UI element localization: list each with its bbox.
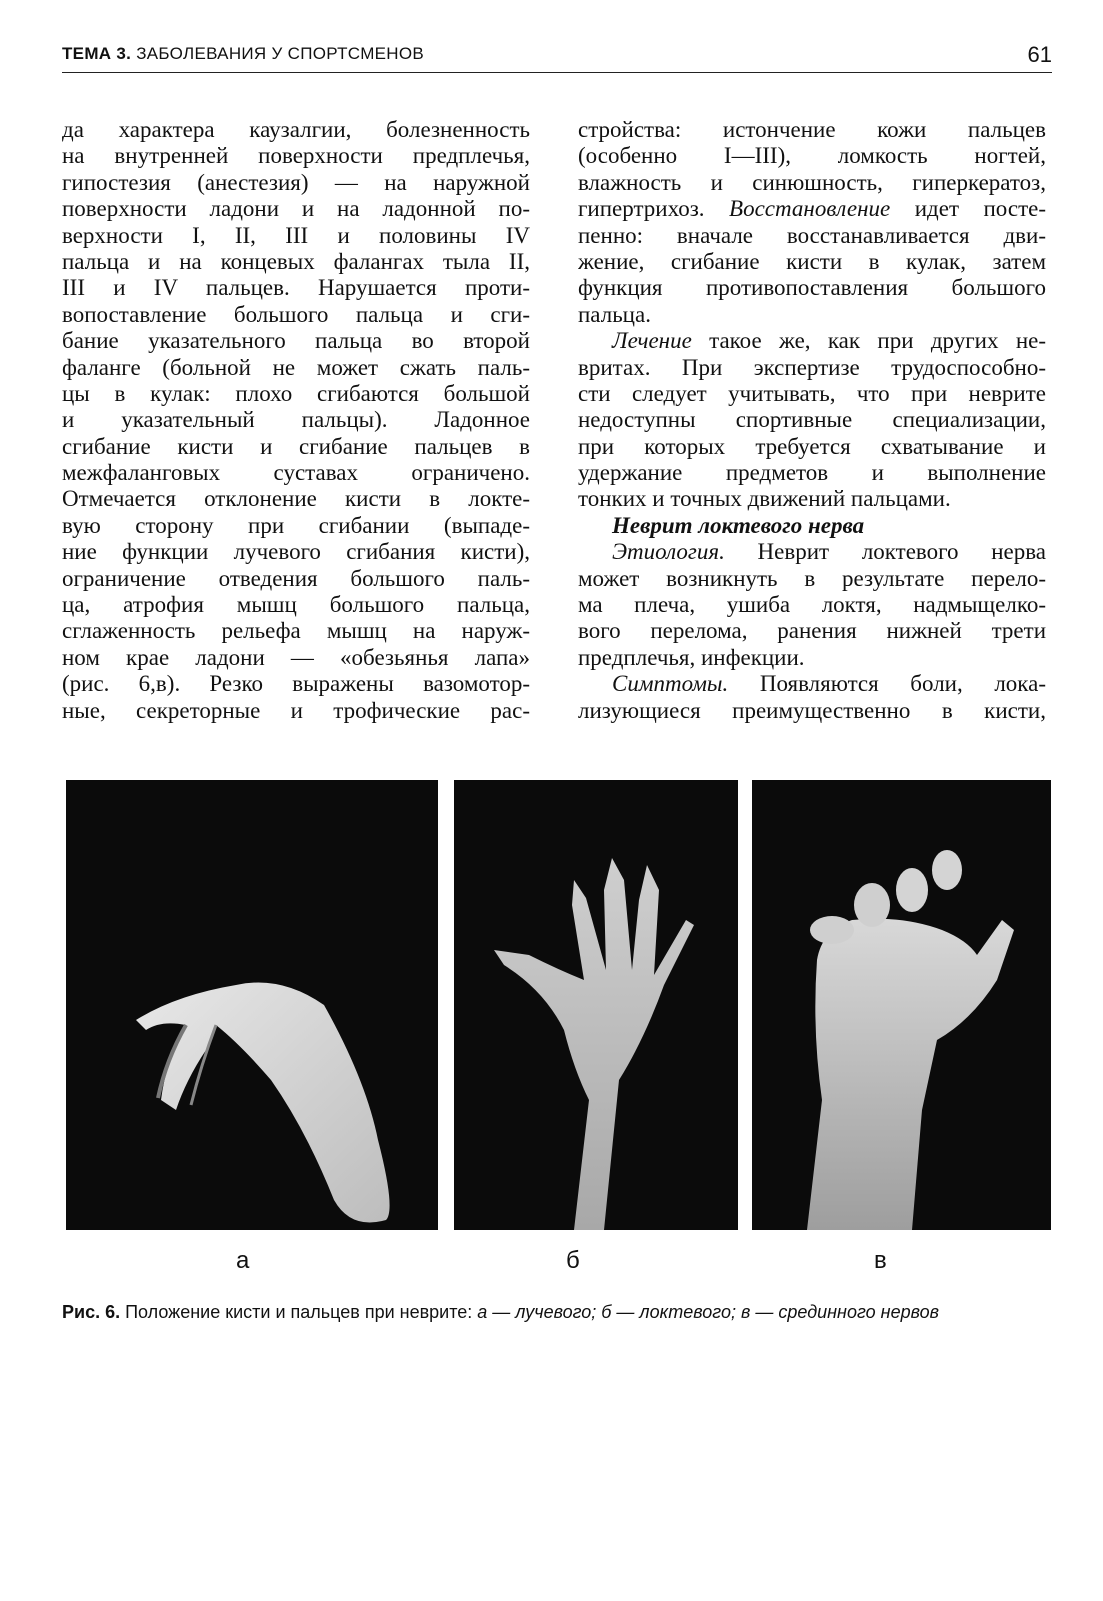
text-line: (рис. 6,в). Резко выражены вазомотор-: [62, 671, 530, 697]
text-line: поверхности ладони и на ладонной по-: [62, 196, 530, 222]
text-line: цы в кулак: плохо сгибаются большой: [62, 380, 530, 406]
figure-label-a: а: [236, 1247, 250, 1274]
text-line: ные, секреторные и трофические рас-: [62, 697, 530, 723]
figure-label-c: в: [874, 1247, 887, 1274]
text-line: может возникнуть в результате перело-: [578, 565, 1046, 591]
right-column: [578, 117, 1046, 724]
figure-caption: Рис. 6. Положение кисти и пальцев при неврите: а — лучевого; б — локтевого; в — срединного нервов: [62, 1302, 939, 1322]
text-line: ном крае ладони — «обезьянья лапа»: [62, 644, 530, 670]
text-line: ние функции лучевого сгибания кисти),: [62, 539, 530, 565]
text-line: сглаженность рельефа мышц на наруж-: [62, 618, 530, 644]
text-line: межфаланговых суставах ограничено.: [62, 460, 530, 486]
text-line: верхности I, II, III и половины IV: [62, 222, 530, 248]
text-line: пенно: вначале восстанавливается дви-: [578, 222, 1046, 248]
figure-6: [66, 780, 1051, 1230]
text-line: ца, атрофия мышц большого пальца,: [62, 592, 530, 618]
text-line: III и IV пальцев. Нарушается проти-: [62, 275, 530, 301]
photo-median-nerve-hand: [752, 780, 1051, 1230]
text-line: сти следует учитывать, что при неврите: [578, 380, 1046, 406]
text-line: Отмечается отклонение кисти в локте-: [62, 486, 530, 512]
text-line: вого перелома, ранения нижней трети: [578, 618, 1046, 644]
text-line: и указательный пальцы). Ладонное: [62, 407, 530, 433]
text-line: недоступны спортивные специализации,: [578, 407, 1046, 433]
text-line: удержание предметов и выполнение: [578, 460, 1046, 486]
text-line: вопоставление большого пальца и сги-: [62, 301, 530, 327]
text-line: гипостезия (анестезия) — на наружной: [62, 169, 530, 195]
text-line: Лечение такое же, как при других не-: [612, 328, 1046, 354]
text-line: бание указательного пальца во второй: [62, 328, 530, 354]
text-line: ма плеча, ушиба локтя, надмыщелко-: [578, 592, 1046, 618]
left-column: [62, 117, 530, 724]
text-line: предплечья, инфекции.: [578, 644, 805, 670]
photo-radial-nerve-hand: [66, 780, 438, 1230]
text-line: пальца и на концевых фалангах тыла II,: [62, 248, 530, 274]
text-line: при которых требуется схватывание и: [578, 433, 1046, 459]
text-line: вую сторону при сгибании (выпаде-: [62, 512, 530, 538]
text-line: да характера каузалгии, болезненность: [62, 117, 530, 142]
text-line: Симптомы. Появляются боли, лока-: [612, 671, 1046, 697]
text-line: сгибание кисти и сгибание пальцев в: [62, 433, 530, 459]
running-header: [62, 42, 1052, 73]
text-line: фаланге (больной не может сжать паль-: [62, 354, 530, 380]
chapter-title: ТЕМА 3. ЗАБОЛЕВАНИЯ У СПОРТСМЕНОВ: [62, 44, 425, 63]
text-line: тонких и точных движений пальцами.: [578, 486, 951, 512]
text-line: жение, сгибание кисти в кулак, затем: [578, 248, 1046, 274]
text-line: пальца.: [578, 301, 651, 327]
text-line: ограничение отведения большого паль-: [62, 565, 530, 591]
text-line: гипертрихоз. Восстановление идет посте-: [578, 196, 1046, 222]
section-heading: Неврит локтевого нерва: [612, 512, 865, 538]
text-line: (особенно I—III), ломкость ногтей,: [578, 143, 1046, 169]
text-line: лизующиеся преимущественно в кисти,: [578, 697, 1046, 723]
text-line: влажность и синюшность, гиперкератоз,: [578, 169, 1046, 195]
text-line: вритах. При экспертизе трудоспособно-: [578, 354, 1046, 380]
figure-label-b: б: [566, 1247, 580, 1274]
text-line: на внутренней поверхности предплечья,: [62, 143, 530, 169]
page-number: 61: [1027, 42, 1052, 67]
text-line: стройства: истончение кожи пальцев: [578, 117, 1046, 142]
photo-ulnar-nerve-hand: [454, 780, 738, 1230]
text-line: Этиология. Неврит локтевого нерва: [612, 539, 1046, 565]
text-line: функция противопоставления большого: [578, 275, 1046, 301]
